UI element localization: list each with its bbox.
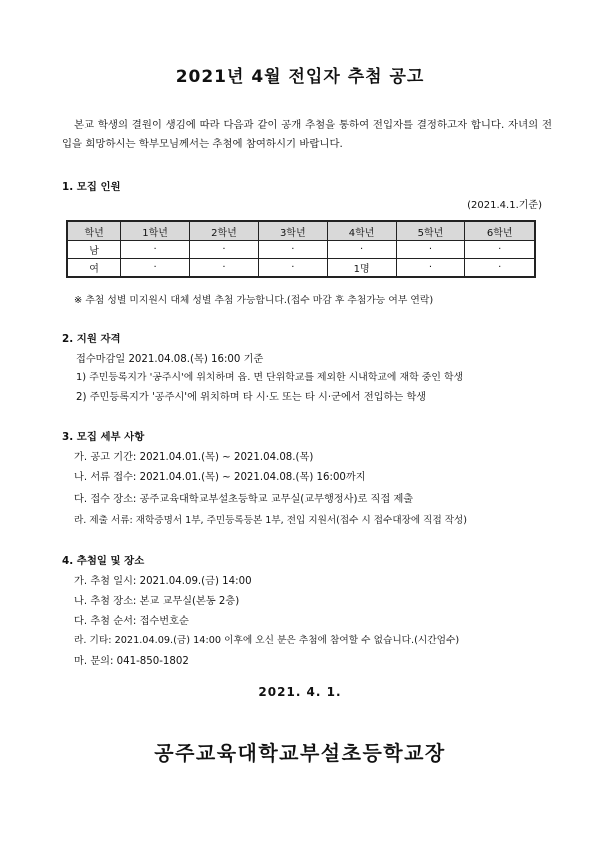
list-item: 나. 서류 접수: 2021.04.01.(목) ~ 2021.04.08.(목) 16:00까지 [74,472,366,483]
header-cell: 4학년 [327,221,396,241]
row-label-male: 남 [67,241,121,259]
table-cell: · [121,259,190,278]
table-cell: · [327,241,396,259]
header-cell: 2학년 [190,221,259,241]
table-cell: · [258,259,327,278]
table-header-row [67,221,535,241]
table-cell: · [396,241,465,259]
row-label-female: 여 [67,259,121,278]
signer-title: 공주교육대학교부설초등학교장 [154,741,446,765]
list-item: 마. 문의: 041-850-1802 [74,656,189,667]
intro-paragraph: 본교 학생의 결원이 생김에 따라 다음과 같이 공개 추첨을 통하여 전입자를 결정하고자 합니다. 자녀의 전입을 희망하시는 학부모님께서는 추첨에 참여하시기 바랍니다. [62,119,552,150]
list-item: 나. 추첨 장소: 본교 교무실(본동 2층) [74,596,240,607]
section2-heading: 2. 지원 자격 [62,333,121,345]
list-item: 라. 기타: 2021.04.09.(금) 14:00 이후에 오신 분은 추첨에 참여할 수 없습니다.(시간엄수) [74,635,460,646]
list-item: 가. 추첨 일시: 2021.04.09.(금) 14:00 [74,576,252,587]
table-cell: · [190,259,259,278]
document-title: 2021년 4월 전입자 추첨 공고 [175,67,425,87]
section3-heading: 3. 모집 세부 사항 [62,431,145,443]
deadline-text: 접수마감일 2021.04.08.(목) 16:00 기준 [76,354,264,365]
section1-heading: 1. 모집 인원 [62,181,121,193]
header-cell: 학년 [67,221,121,241]
list-item: 라. 제출 서류: 재학증명서 1부, 주민등록등본 1부, 전입 지원서(접수 시 접수대장에 직접 작성) [74,515,468,526]
list-item: 가. 공고 기간: 2021.04.01.(목) ~ 2021.04.08.(목) [74,452,314,463]
list-item: 다. 추첨 순서: 접수번호순 [74,616,189,627]
section4-heading: 4. 추첨일 및 장소 [62,555,145,567]
table-cell: · [121,241,190,259]
table-cell: · [190,241,259,259]
list-item: 1) 주민등록지가 '공주시'에 위치하며 읍. 면 단위학교를 제외한 시내학교에 재학 중인 학생 [76,372,464,383]
list-item: 다. 접수 장소: 공주교육대학교부설초등학교 교무실(교무행정사)로 직접 제출 [74,494,414,505]
header-cell: 5학년 [396,221,465,241]
table-note: ※ 추첨 성별 미지원시 대체 성별 추첨 가능합니다.(접수 마감 후 추첨가능 여부 연락) [74,295,434,306]
table-cell: 1명 [327,259,396,278]
announcement-date: 2021. 4. 1. [258,685,342,699]
table-cell: · [465,241,535,259]
table-cell: · [465,259,535,278]
recruitment-table [66,220,536,278]
header-cell: 3학년 [258,221,327,241]
table-cell: · [258,241,327,259]
table-row [67,241,535,259]
list-item: 2) 주민등록지가 '공주시'에 위치하며 타 시·도 또는 타 시·군에서 전입하는 학생 [76,392,427,403]
reference-date: (2021.4.1.기준) [467,200,542,211]
header-cell: 1학년 [121,221,190,241]
table-cell: · [396,259,465,278]
table-row [67,259,535,278]
header-cell: 6학년 [465,221,535,241]
